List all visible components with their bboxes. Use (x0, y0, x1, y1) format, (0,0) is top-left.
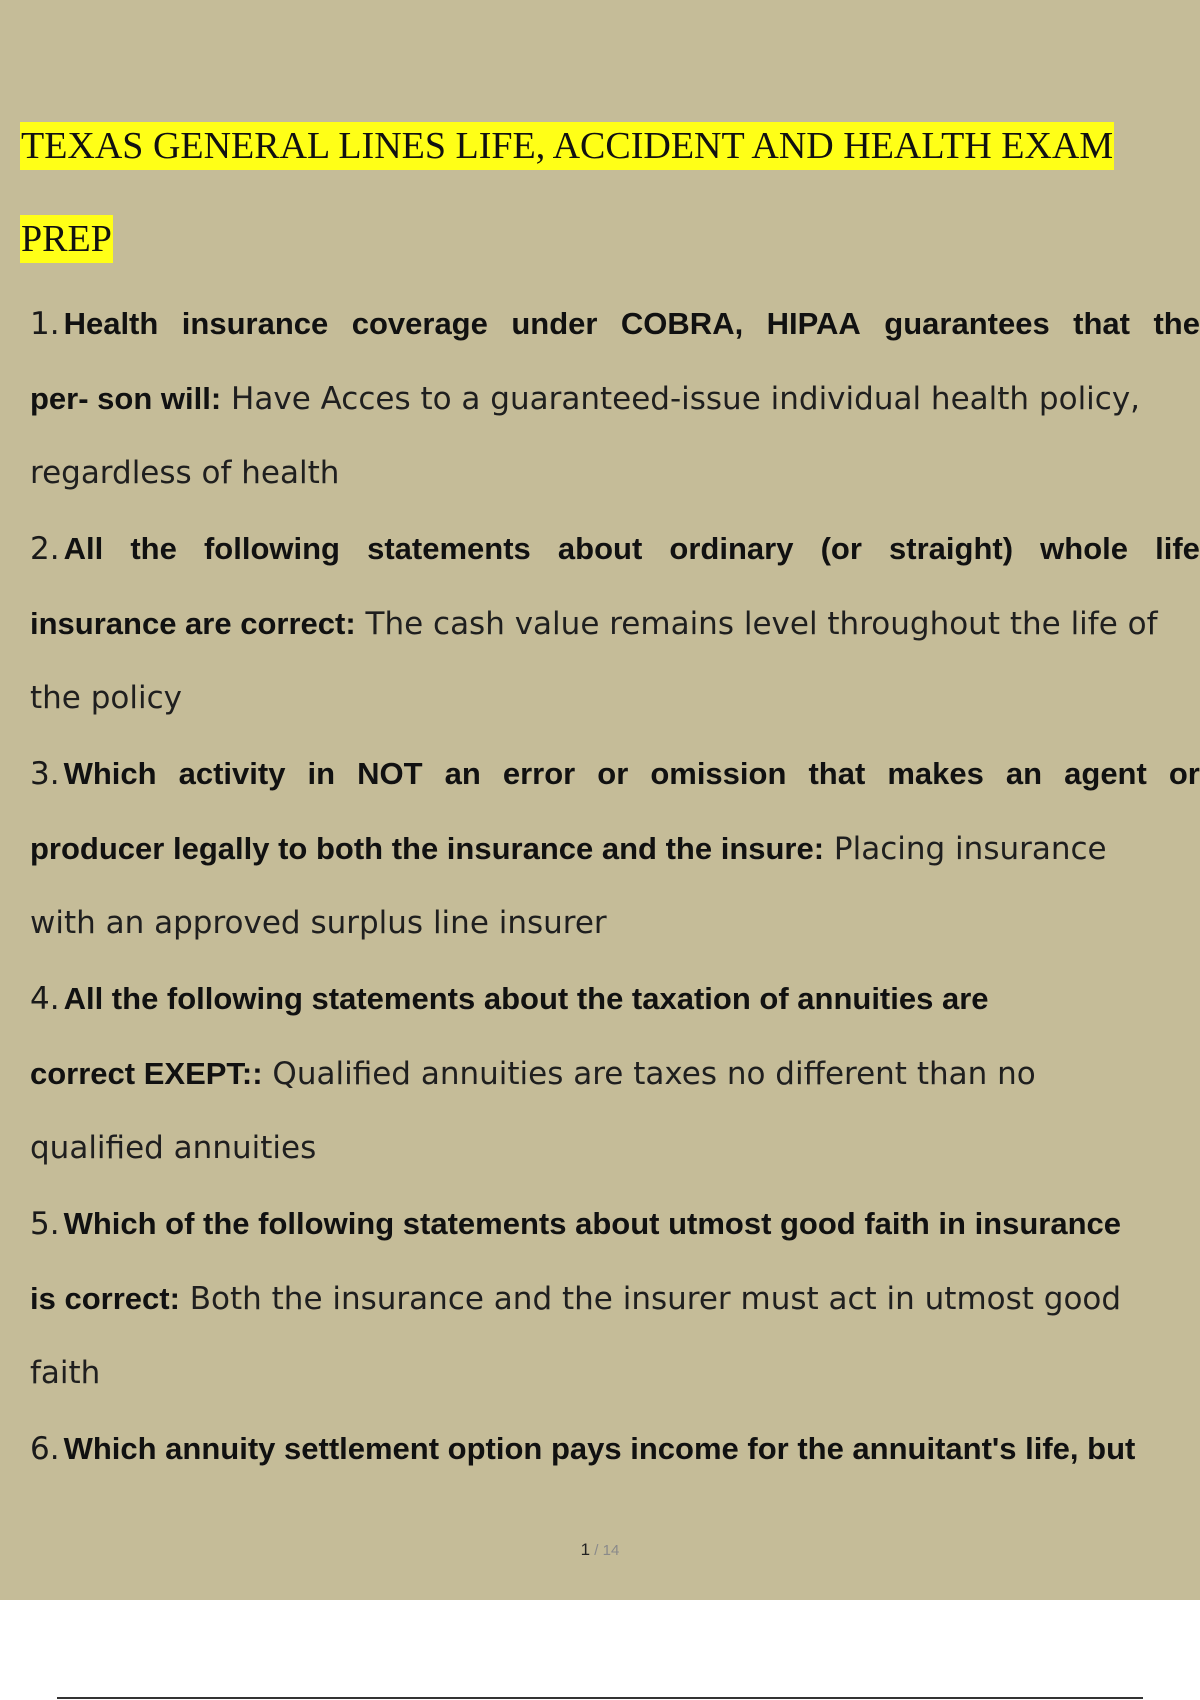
question-word: Which (63, 756, 157, 791)
page-separator: / (590, 1542, 603, 1559)
answer-text: with an approved surplus line insurer (30, 905, 607, 941)
question-word: insurance (181, 306, 329, 341)
question-word: HIPAA (766, 306, 861, 341)
answer-text: The cash value remains level throughout the life of (355, 606, 1158, 642)
question-word: the (1153, 306, 1200, 341)
question-word: coverage (351, 306, 488, 341)
question-word: or (597, 756, 629, 791)
question-word: statements (367, 531, 531, 566)
question-number: 4. (30, 981, 60, 1017)
question-word: straight) (889, 531, 1014, 566)
question-text: Which annuity settlement option pays income for the annuitant's life, but (63, 1431, 1136, 1466)
question-item-5 (30, 1186, 1200, 1411)
question-text: per- son will: (30, 381, 222, 416)
answer-text: Both the insurance and the insurer must act in utmost good (179, 1281, 1122, 1317)
question-text: producer legally to both the insurance and the insure: (30, 831, 825, 866)
question-2-line-1 (30, 511, 1200, 586)
question-1-line-2 (30, 361, 1200, 436)
question-item-6 (30, 1411, 1200, 1486)
question-text: All the following statements about the taxation of annuities are (63, 981, 989, 1016)
question-5-line-3 (30, 1336, 1200, 1411)
question-word: whole (1040, 531, 1128, 566)
question-word: following (203, 531, 340, 566)
answer-text: Qualified annuities are taxes no different than no (262, 1056, 1036, 1092)
question-list (30, 286, 1200, 1486)
title-line-2: PREP (20, 215, 113, 263)
question-word: guarantees (884, 306, 1050, 341)
question-word: NOT (357, 756, 423, 791)
question-word: (or (820, 531, 862, 566)
question-text: correct EXEPT:: (30, 1056, 263, 1091)
question-word: COBRA, (620, 306, 744, 341)
page-indicator (0, 1540, 1200, 1560)
question-word: or (1168, 756, 1200, 791)
question-5-line-1 (30, 1186, 1200, 1261)
page-divider (57, 1697, 1143, 1699)
question-number: 5. (30, 1206, 60, 1242)
question-number: 1. (30, 306, 60, 342)
question-2-line-3 (30, 661, 1200, 736)
page-total: 14 (602, 1542, 620, 1559)
answer-text: Have Acces to a guaranteed-issue individual health policy, (221, 381, 1141, 417)
answer-text: faith (30, 1355, 101, 1391)
question-text: Which of the following statements about utmost good faith in insurance (63, 1206, 1122, 1241)
question-item-1 (30, 286, 1200, 511)
question-text: is correct: (30, 1281, 180, 1316)
answer-text: regardless of health (30, 455, 340, 491)
answer-text: Placing insurance (824, 831, 1107, 867)
question-word: that (808, 756, 866, 791)
question-word: makes (887, 756, 984, 791)
answer-text: qualified annuities (30, 1130, 317, 1166)
question-word: an (1005, 756, 1043, 791)
document-title (20, 100, 1200, 286)
question-6-line-1 (30, 1411, 1200, 1486)
title-line-1: TEXAS GENERAL LINES LIFE, ACCIDENT AND HEALTH EXAM (20, 122, 1114, 170)
question-word: agent (1064, 756, 1147, 791)
question-4-line-2 (30, 1036, 1200, 1111)
question-word: about (557, 531, 643, 566)
question-3-line-3 (30, 886, 1200, 961)
question-word: that (1073, 306, 1130, 341)
question-number: 6. (30, 1431, 60, 1467)
question-text: insurance are correct: (30, 606, 356, 641)
question-word: omission (650, 756, 787, 791)
question-word: under (511, 306, 598, 341)
question-word: the (130, 531, 177, 566)
answer-text: the policy (30, 680, 182, 716)
question-1-line-1 (30, 286, 1200, 361)
question-number: 2. (30, 531, 60, 567)
question-word: All (63, 531, 104, 566)
question-word: error (502, 756, 576, 791)
question-word: in (307, 756, 336, 791)
question-4-line-1 (30, 961, 1200, 1036)
question-word: life (1155, 531, 1200, 566)
question-item-3 (30, 736, 1200, 961)
question-3-line-1 (30, 736, 1200, 811)
question-word: an (444, 756, 481, 791)
question-5-line-2 (30, 1261, 1200, 1336)
question-4-line-3 (30, 1111, 1200, 1186)
question-3-line-2 (30, 811, 1200, 886)
question-word: Health (63, 306, 159, 341)
question-word: activity (178, 756, 286, 791)
question-item-4 (30, 961, 1200, 1186)
question-item-2 (30, 511, 1200, 736)
page-current: 1 (580, 1540, 591, 1559)
question-word: ordinary (669, 531, 794, 566)
question-number: 3. (30, 756, 60, 792)
question-2-line-2 (30, 586, 1200, 661)
question-1-line-3 (30, 436, 1200, 511)
